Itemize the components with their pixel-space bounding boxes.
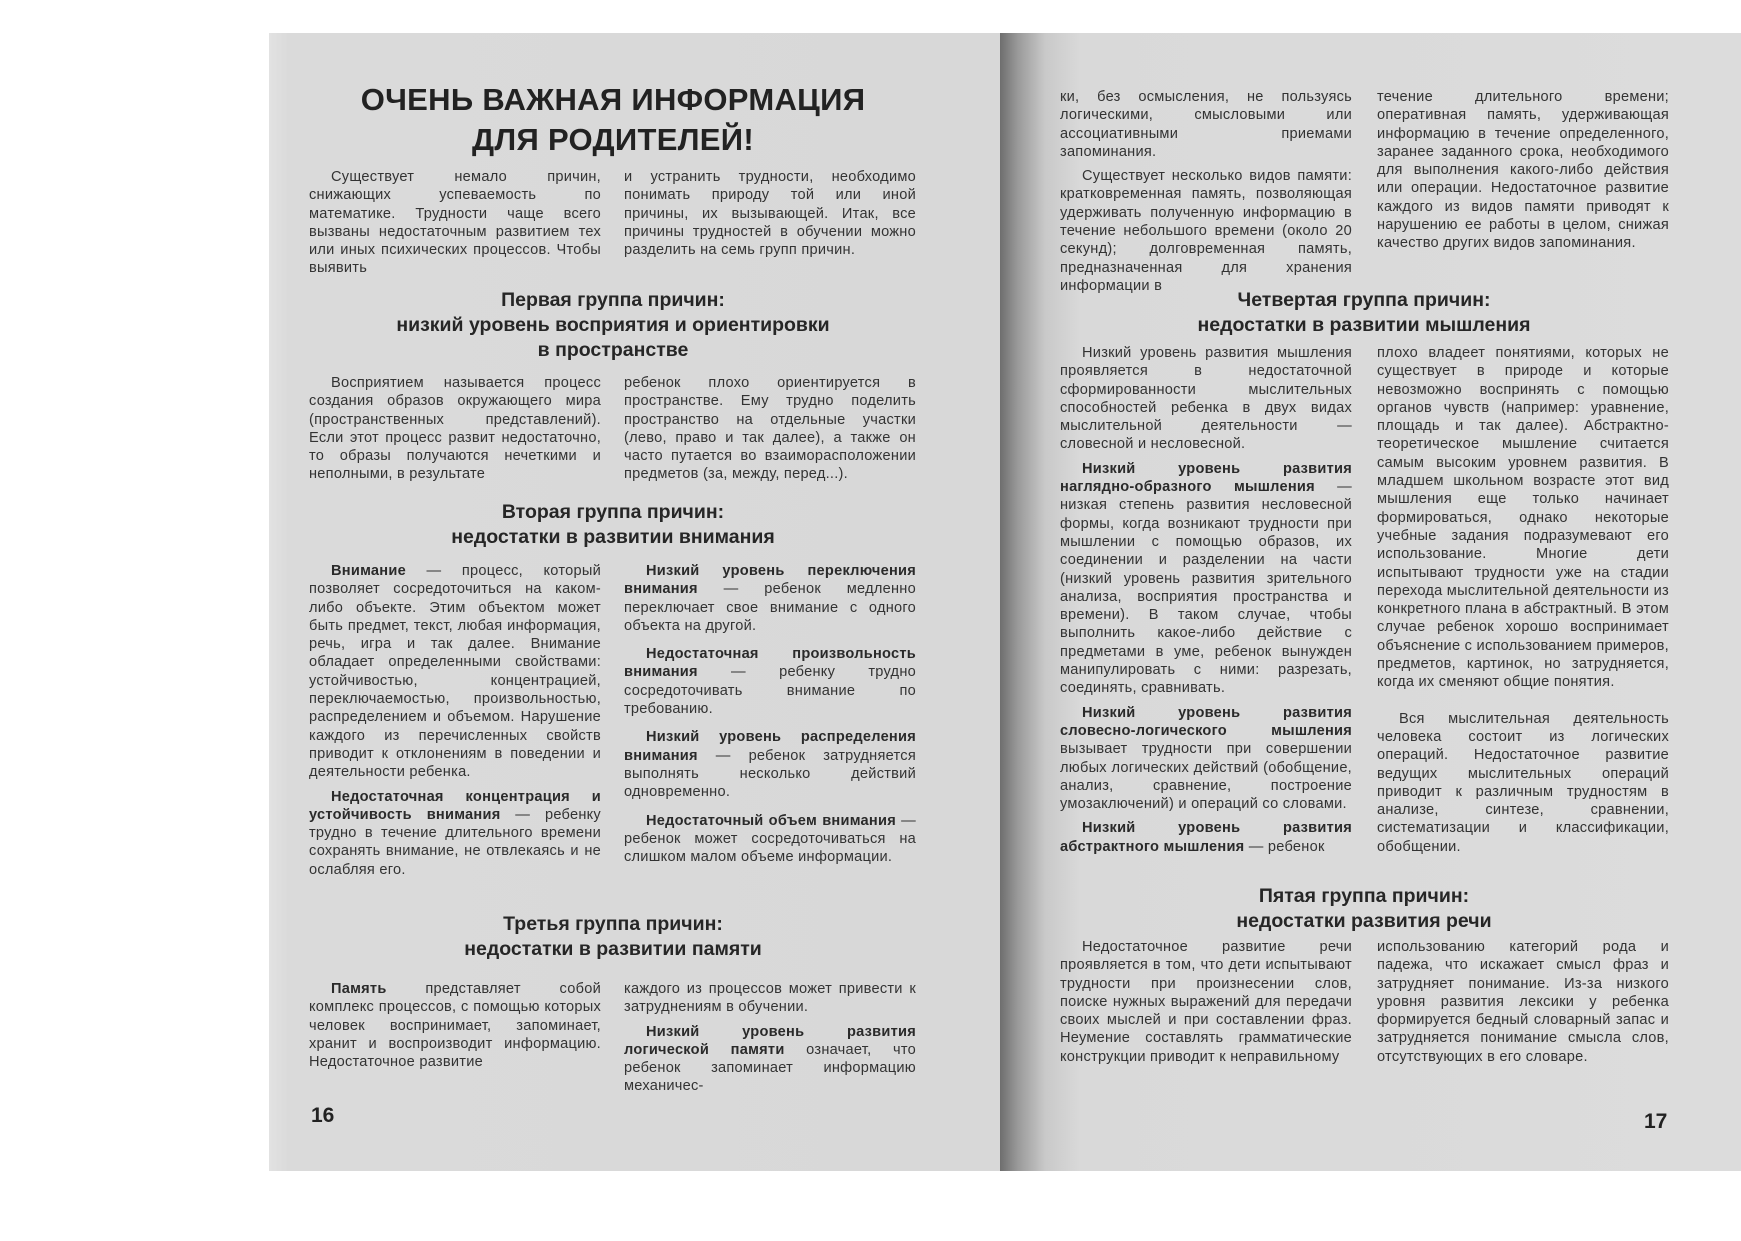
paragraph: [624, 1023, 916, 1096]
paragraph: Существует несколько видов памяти: кратковременная память, позволяющая удерживать полученную информацию в течение небольшого времени (около 20 секунд); долговременная память, предназначенная для хранения информации в: [1060, 168, 1352, 294]
group-5-column-1: [1060, 938, 1352, 1072]
paragraph: Восприятием называется процесс создания образов окружающего мира (пространственных представлений). Если этот процесс развит недостаточно, то образы получаются нечеткими и неполными, в результате: [309, 375, 601, 483]
term: Низкий уровень развития логической памяти: [624, 1023, 916, 1058]
section-heading-group-4: [1060, 288, 1668, 338]
heading-line: недостатки в развитии мышления: [1197, 314, 1531, 336]
paragraph-text: — процесс, который позволяет сосредоточиться на каком-либо объекте. Этим объектом может быть предмет, текст, любая информация, речь, игра и так далее. Внимание обладает определенными свойствами: устойчивостью, концентрацией, переключаемостью, произвольностью, распределением и объемом. Нарушение каждого из перечисленных свойств приводит к отклонениям в поведении и деятельности ребенка.: [309, 563, 601, 781]
term: Низкий уровень развития наглядно-образного мышления: [1060, 460, 1352, 496]
term: Недостаточная концентрация и устойчивость внимания: [309, 788, 601, 823]
paragraph-text: представляет собой комплекс процессов, с помощью которых человек воспринимает, запоминает, хранит и воспроизводит информацию. Недостаточное развитие: [309, 981, 601, 1071]
term: Низкий уровень развития абстрактного мышления: [1060, 820, 1352, 855]
heading-line: недостатки в развитии памяти: [464, 938, 762, 960]
paragraph: Недостаточное развитие речи проявляется в том, что дети испытывают трудности при произнесении слов, поиске нужных выражений для передачи своих мыслей и при составлении фраз. Неумение составлять грамматические конструкции приводит к неправильному: [1060, 939, 1352, 1065]
paragraph: [624, 812, 916, 867]
term: Недостаточная произвольность внимания: [624, 646, 916, 681]
term: Низкий уровень развития словесно-логического мышления: [1060, 704, 1352, 739]
paragraph-text: вызывает трудности при совершении любых логических действий (обобщение, анализ, сравнение, построение умозаключений) и операций со словами.: [1060, 741, 1352, 813]
memory-continued-column-2: [1377, 88, 1669, 259]
heading-line: Пятая группа причин:: [1258, 885, 1470, 907]
paragraph-text: — ребенок может сосредоточиваться на слишком малом объеме информации.: [624, 812, 917, 866]
paragraph: использованию категорий рода и падежа, что искажает смысл фраз и затрудняет понимание. Из-за низкого уровня развития лексики у ребенка формируется бедный словарный запас и затрудняется понимание смысла слов, отсутствующих в его словаре.: [1377, 939, 1669, 1065]
memory-continued-column-1: [1060, 88, 1352, 301]
title-line: ОЧЕНЬ ВАЖНАЯ ИНФОРМАЦИЯ: [360, 82, 866, 117]
heading-line: в пространстве: [537, 339, 689, 361]
term: Внимание: [331, 563, 406, 579]
paragraph: Существует немало причин, снижающих успеваемость по математике. Трудности чаще всего вызваны недостаточным развитием тех или иных психических процессов. Чтобы выявить: [309, 169, 601, 277]
paragraph: и устранить трудности, необходимо понимать природу той или иной причины, их вызывающей. Итак, все причины трудностей в обучении можно разделить на семь групп причин.: [624, 169, 916, 259]
group-4-column-2: [1377, 344, 1669, 862]
group-2-column-2: [624, 562, 916, 872]
paragraph: [1060, 704, 1352, 814]
page-title: [309, 80, 917, 160]
heading-line: Четвертая группа причин:: [1237, 289, 1491, 311]
paragraph: [309, 980, 601, 1071]
paragraph: [624, 562, 916, 635]
paragraph: Вся мыслительная деятельность человека состоит из логических операций. Недостаточное развитие ведущих мыслительных операций приводит к различным трудностям в анализе, синтезе, сравнении, систематизации и классификации, обобщении.: [1377, 710, 1669, 855]
paragraph: течение длительного времени; оперативная память, удерживающая информацию в течение определенного, заранее заданного срока, необходимого для выполнения какого-либо действия или операции. Недостаточное развитие каждого из видов памяти приводят к нарушению ее работы в целом, снижая качество других видов запоминания.: [1377, 89, 1669, 252]
paragraph: ки, без осмысления, не пользуясь логическими, смысловыми или ассоциативными приемами запоминания.: [1060, 89, 1352, 160]
section-heading-group-5: [1060, 884, 1668, 934]
heading-line: Вторая группа причин:: [501, 501, 725, 523]
paragraph: каждого из процессов может привести к затруднениям в обучении.: [624, 981, 916, 1016]
term: Низкий уровень переключения внимания: [624, 563, 916, 598]
paragraph: [624, 645, 916, 718]
paragraph-text: — ребенку трудно в течение длительного времени сохранять внимание, не отвлекаясь и не ослабляя его.: [309, 806, 601, 878]
paragraph-text: — ребенок: [1244, 838, 1325, 855]
term: Память: [331, 981, 387, 997]
paragraph: [309, 788, 601, 879]
paragraph-text: — низкая степень развития несловесной формы, когда возникают трудности при мышлении с помощью образов, их соединении и разделении на части (низкий уровень развития зрительного анализа, восприятия пространства и времени). В таком случае, чтобы выполнить какое-либо действие с предметами в уме, ребенок вынужден манипулировать с ними: разрезать, соединять, сравнивать.: [1060, 479, 1352, 697]
paragraph: [309, 562, 601, 782]
section-heading-group-2: [309, 500, 917, 550]
page-number: 17: [1644, 1110, 1668, 1133]
group-1-column-1: [309, 374, 601, 490]
heading-line: низкий уровень восприятия и ориентировки: [396, 314, 830, 336]
group-4-column-1: [1060, 344, 1352, 862]
paragraph: Низкий уровень развития мышления проявляется в недостаточной сформированности мыслительных способностей ребенка в двух видах мыслительной деятельности — словесной и несловесной.: [1060, 345, 1352, 453]
term: Недостаточный объем внимания: [646, 812, 896, 829]
heading-line: Третья группа причин:: [503, 913, 723, 935]
intro-column-2: [624, 168, 916, 265]
group-1-column-2: [624, 374, 916, 490]
paragraph-text: — ребенку трудно сосредоточивать внимание по требованию.: [624, 664, 916, 718]
heading-line: Первая группа причин:: [501, 289, 725, 311]
heading-line: недостатки развития речи: [1236, 910, 1492, 932]
page-number: 16: [311, 1104, 335, 1127]
paragraph: [1060, 819, 1352, 856]
paragraph: [1060, 460, 1352, 698]
intro-column-1: [309, 168, 601, 284]
group-5-column-2: [1377, 938, 1669, 1072]
group-2-column-1: [309, 562, 601, 885]
paragraph-text: — ребенок медленно переключает свое внимание с одного объекта на другой.: [624, 581, 916, 634]
paragraph: ребенок плохо ориентируется в пространстве. Ему трудно поделить пространство на отдельные участки (лево, право и так далее), а также он часто путается во взаиморасположении предметов (за, между, перед...).: [624, 375, 916, 483]
group-3-column-2: [624, 980, 916, 1102]
paragraph-text: — ребенок затрудняется выполнять несколько действий одновременно.: [624, 747, 916, 801]
heading-line: недостатки в развитии внимания: [451, 526, 775, 548]
section-heading-group-3: [309, 912, 917, 962]
term: Низкий уровень распределения внимания: [624, 729, 916, 764]
group-3-column-1: [309, 980, 601, 1077]
paragraph-text: означает, что ребенок запоминает информацию механичес-: [624, 1041, 917, 1095]
section-heading-group-1: [309, 288, 917, 363]
paragraph: [624, 728, 916, 801]
paragraph: плохо владеет понятиями, которых не существует в природе и которые невозможно воспринять с помощью органов чувств (например: уравнение, площадь и так далее). Абстрактно-теоретическое мышление считается самым высоким уровнем развития. В младшем школьном возрасте этот вид мышления еще только начинает формироваться, однако некоторые учебные задания подразумевают его использование. Многие дети испытывают трудности уже на стадии перехода мыслительной деятельности из конкретного плана в абстрактный. В этом случае ребенок хорошо воспринимает объяснение с использованием примеров, предметов, картинок, но затрудняется, когда их сменяют общие понятия.: [1377, 345, 1669, 691]
title-line: ДЛЯ РОДИТЕЛЕЙ!: [472, 122, 754, 157]
